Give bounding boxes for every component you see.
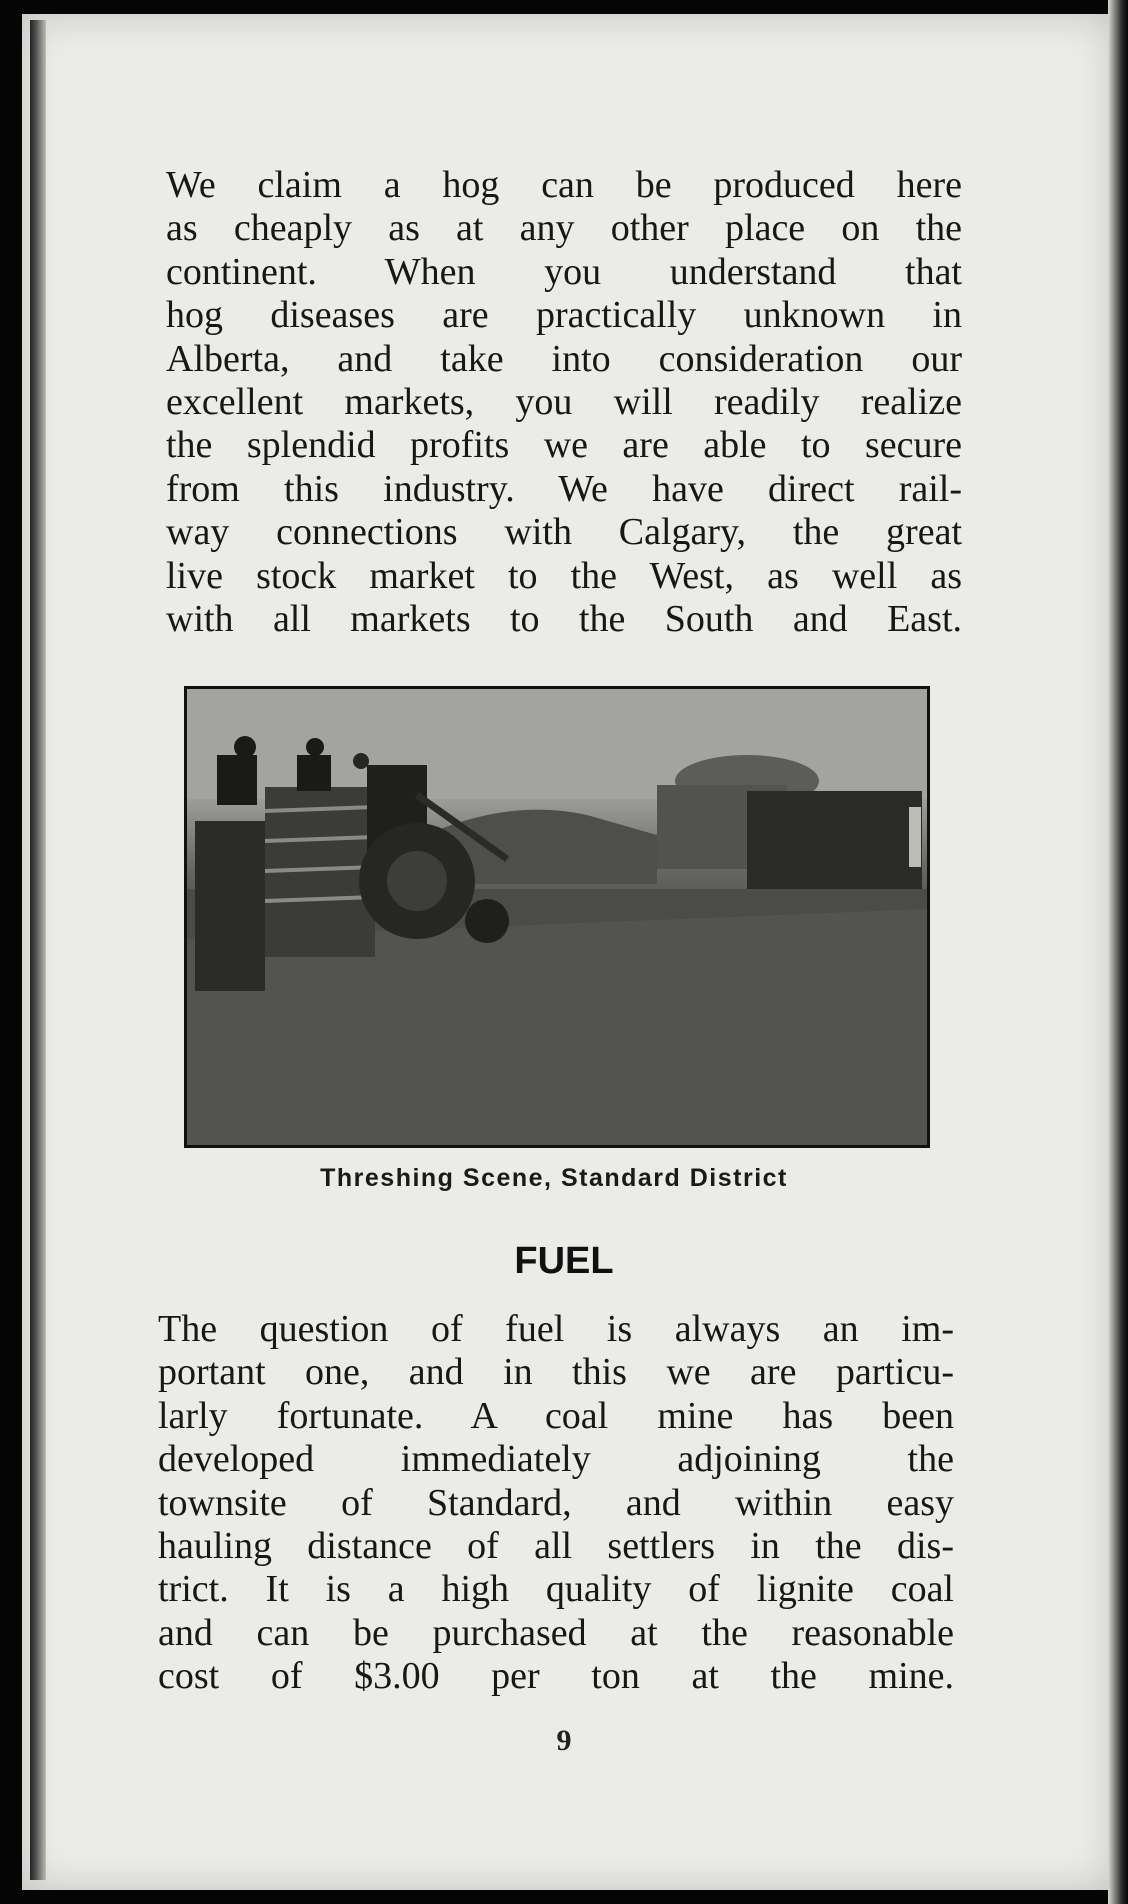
paragraph-line: Alberta, and take into consideration our [166, 337, 962, 380]
paragraph-line: developed immediately adjoining the [158, 1438, 954, 1481]
threshing-photo [184, 686, 930, 1148]
paragraph-line: hog diseases are practically unknown in [166, 294, 962, 337]
paragraph-line: cost of $3.00 per ton at the mine. [158, 1655, 954, 1698]
threshing-scene-illustration [187, 689, 927, 1145]
paragraph-line: larly fortunate. A coal mine has been [158, 1394, 954, 1437]
paragraph-line: as cheaply as at any other place on the [166, 207, 962, 250]
paragraph-line: portant one, and in this we are particu- [158, 1351, 954, 1394]
section-heading: FUEL [514, 1240, 614, 1282]
hog-paragraph [166, 164, 962, 641]
paragraph-line: townsite of Standard, and within easy [158, 1481, 954, 1524]
photo-caption: Threshing Scene, Standard District [320, 1164, 788, 1192]
paragraph-line: continent. When you understand that [166, 250, 962, 293]
paragraph-line: The question of fuel is always an im- [158, 1308, 954, 1350]
paragraph-line: We claim a hog can be produced here [166, 164, 962, 206]
page-edge-shadow [1108, 0, 1128, 1904]
fuel-paragraph [158, 1308, 954, 1699]
paragraph-line: from this industry. We have direct rail- [166, 467, 962, 510]
book-spine [30, 20, 46, 1880]
paragraph-line: way connections with Calgary, the great [166, 511, 962, 554]
paragraph-line: excellent markets, you will readily realize [166, 381, 962, 424]
paragraph-line: live stock market to the West, as well as [166, 554, 962, 597]
paragraph-line: and can be purchased at the reasonable [158, 1611, 954, 1654]
paragraph-line: the splendid profits we are able to secure [166, 424, 962, 467]
page-number: 9 [556, 1724, 572, 1757]
paragraph-line: with all markets to the South and East. [166, 598, 962, 641]
paragraph-line: hauling distance of all settlers in the dis- [158, 1525, 954, 1568]
paragraph-line: trict. It is a high quality of lignite coal [158, 1568, 954, 1611]
